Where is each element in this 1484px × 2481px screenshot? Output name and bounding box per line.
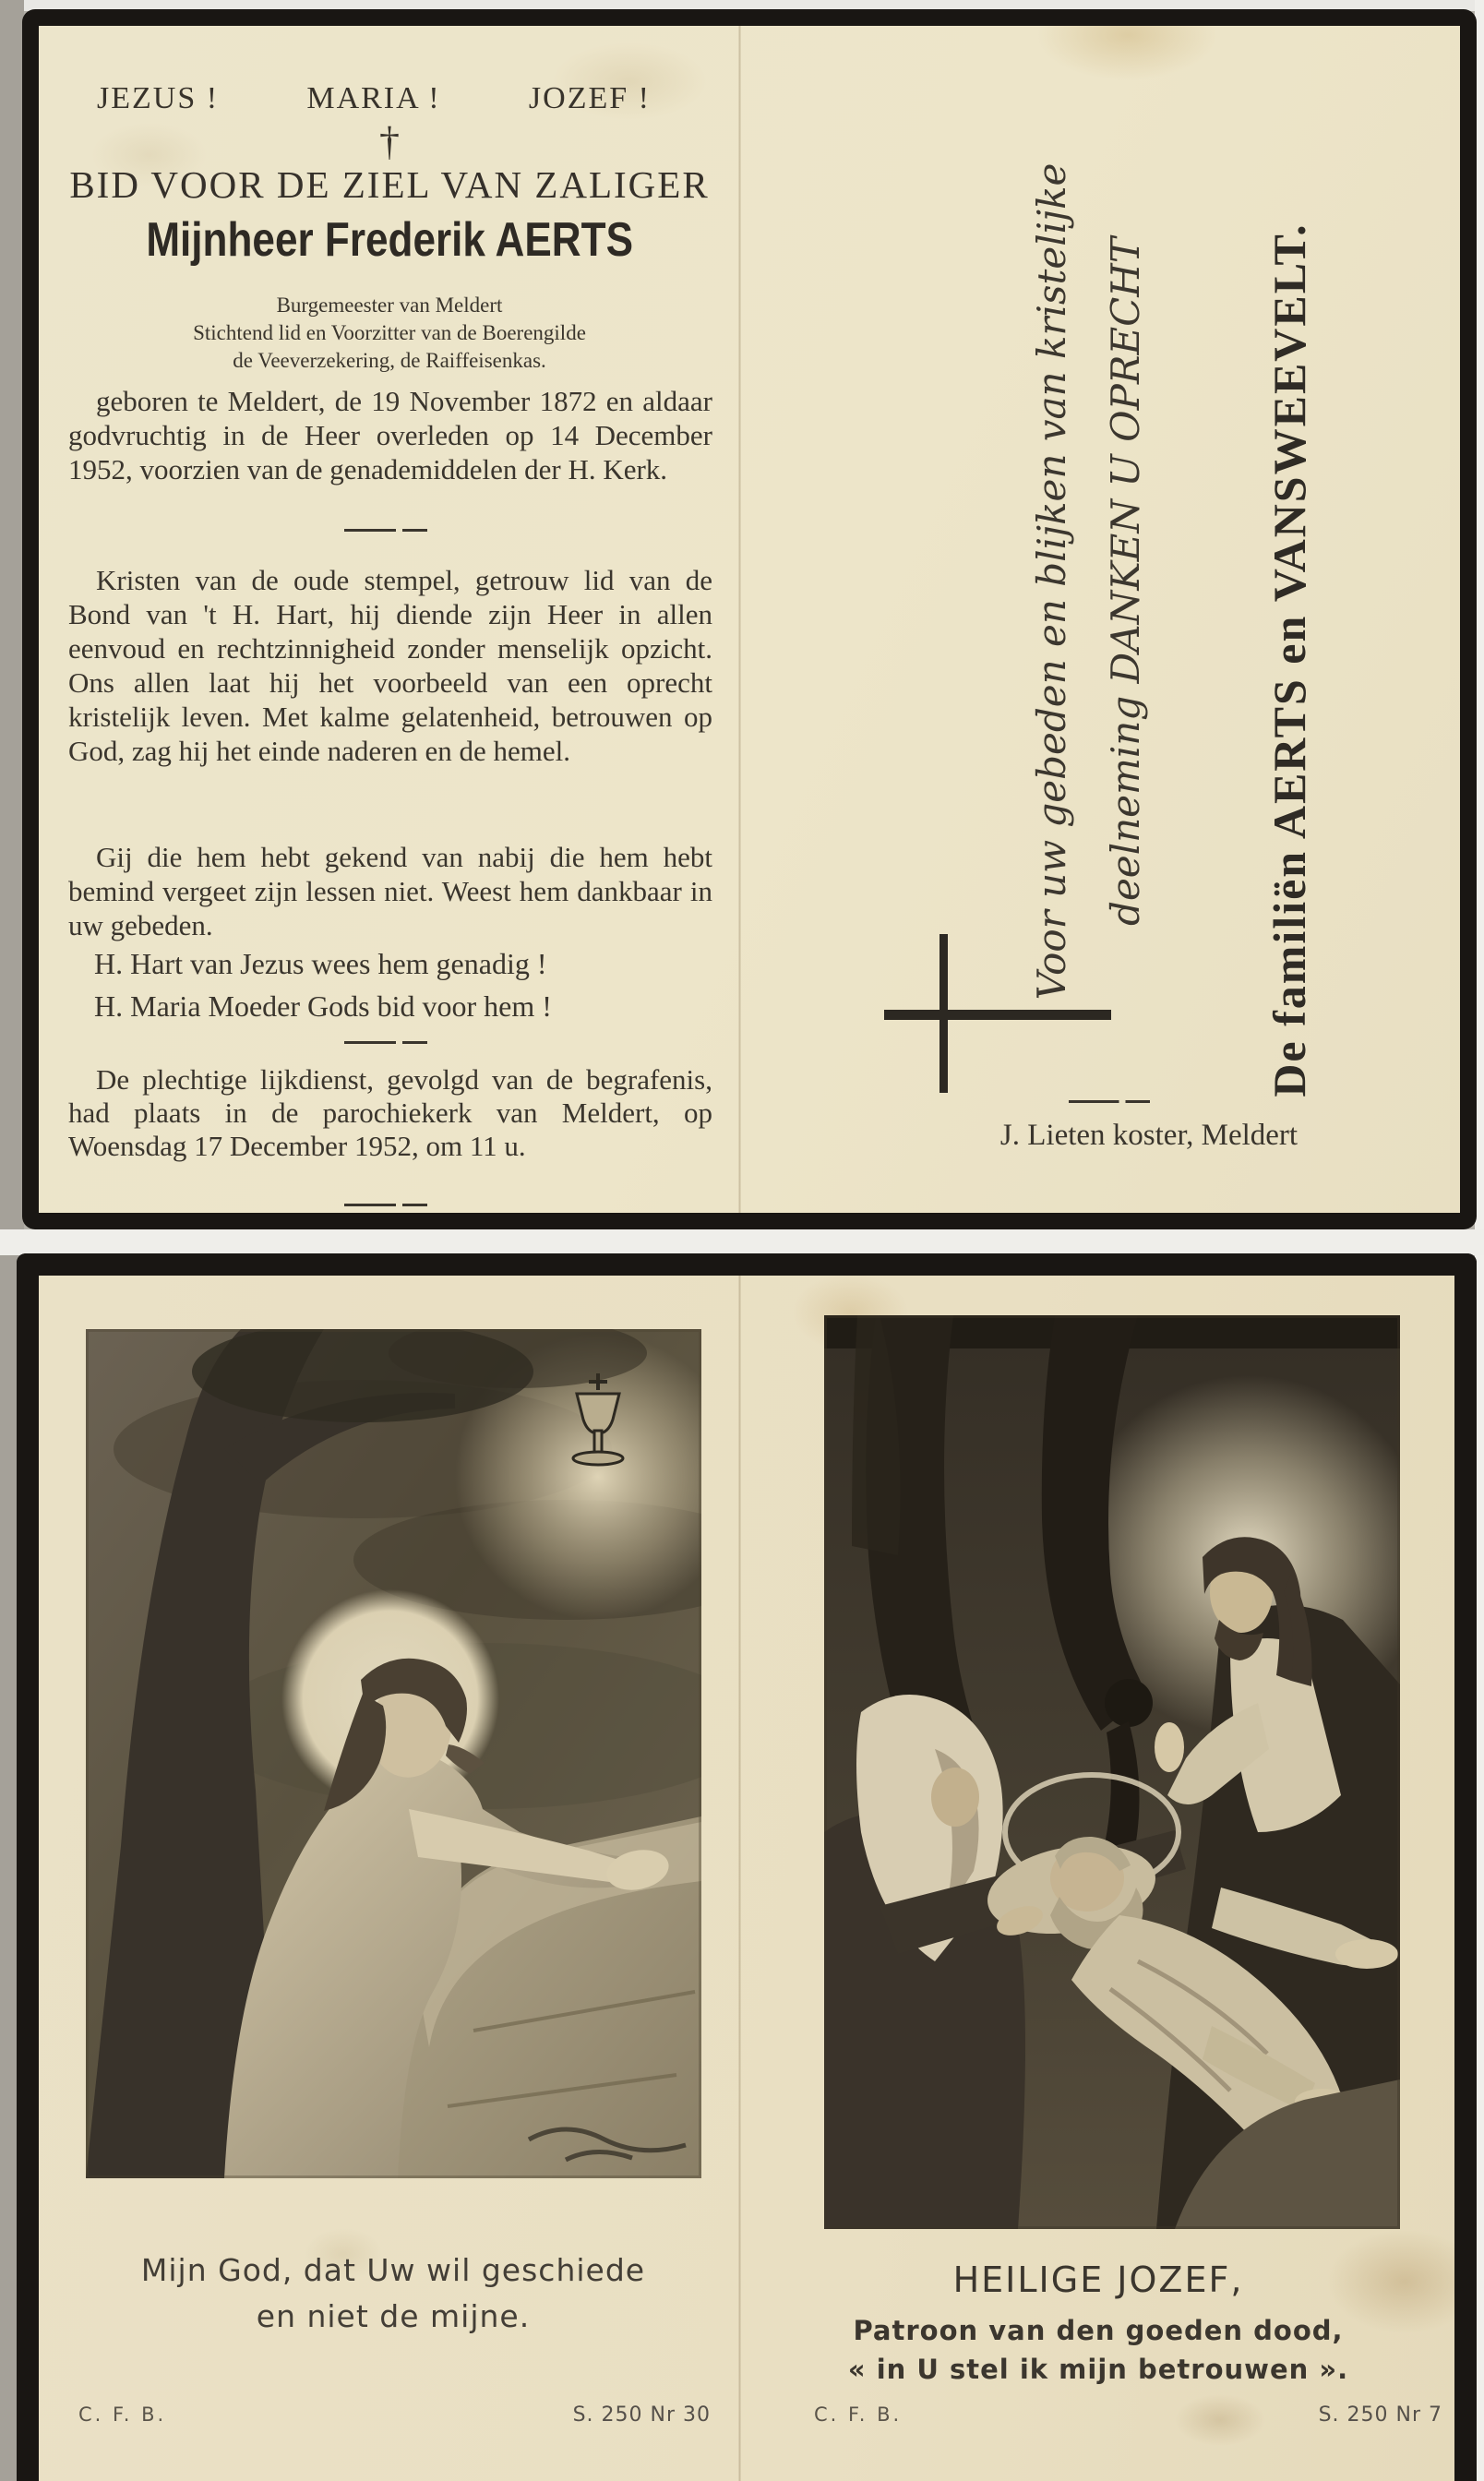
eulogy-paragraph: Kristen van de oude stempel, getrouw lid van de Bond van 't H. Hart, hij diende zijn Heer in allen eenvoud en rechtzinnigheid zonder menselijk opzicht. Ons allen laat hij het voorbeeld van een oprecht kristelijk leven. Met kalme gelatenheid, betrouwen op God, zag hij het einde naderen en de hemel. xyxy=(68,564,712,767)
family-names-rotated: De familiën AERTS en VANSWEEVELT. xyxy=(1263,222,1315,1097)
koster-credit: J. Lieten koster, Meldert xyxy=(999,1119,1298,1152)
scanner-gap-between-scans xyxy=(0,1229,1484,1255)
section-divider xyxy=(344,1041,427,1044)
cross-icon-arm xyxy=(884,1010,1111,1020)
koster-divider xyxy=(1069,1100,1150,1103)
memorial-card-outside xyxy=(17,1253,1477,2481)
pray-heading: BID VOOR DE ZIEL VAN ZALIGER xyxy=(69,163,710,206)
invocation-maria: MARIA ! xyxy=(306,81,441,115)
fold-crease xyxy=(738,1276,741,2481)
birth-death-paragraph: geboren te Meldert, de 19 November 1872 en aldaar godvruchtig in de Heer overleden op 14 December 1952, voorzien van de genademiddelen der H. Kerk. xyxy=(68,385,712,485)
invocation-jozef: JOZEF ! xyxy=(528,81,651,115)
funeral-paragraph: De plechtige lijkdienst, gevolgd van de begrafenis, had plaats in de parochiekerk van Meldert, op Woensdag 17 December 1952, om 11 u. xyxy=(68,1063,712,1162)
jozef-caption-title: HEILIGE JOZEF, xyxy=(952,2259,1244,2300)
series-number-right: S. 250 Nr 7 xyxy=(1318,2403,1442,2427)
memorial-card-inside xyxy=(22,9,1477,1229)
section-divider xyxy=(344,529,427,532)
deceased-titles xyxy=(66,292,712,375)
series-number-left: S. 250 Nr 30 xyxy=(572,2403,711,2427)
invocation-line xyxy=(97,81,651,116)
gethsemane-caption-line-1: Mijn God, dat Uw wil geschiede xyxy=(140,2252,646,2288)
gethsemane-illustration xyxy=(86,1329,701,2178)
raised-hand xyxy=(1155,1722,1184,1772)
thanks-line-1: Voor uw gebeden en blijken van kristelijke xyxy=(1029,162,1074,1001)
cross-glyph: † xyxy=(379,119,400,164)
title-line: de Veeverzekering, de Raiffeisenkas. xyxy=(233,349,546,372)
fold-crease xyxy=(738,26,741,1213)
thanks-note-rotated xyxy=(1015,92,1172,1071)
title-line: Burgemeester van Meldert xyxy=(276,294,503,317)
deceased-name: Mijnheer Frederik AERTS xyxy=(146,213,633,267)
title-line: Stichtend lid en Voorzitter van de Boerengilde xyxy=(193,321,586,344)
printer-mark-right: C. F. B. xyxy=(814,2403,903,2426)
section-divider xyxy=(344,1204,427,1206)
jozef-caption-line-1: Patroon van den goeden dood, xyxy=(853,2315,1344,2346)
death-of-joseph-illustration xyxy=(824,1315,1400,2229)
prayer-line-2: H. Maria Moeder Gods bid voor hem ! xyxy=(94,989,552,1023)
remembrance-paragraph: Gij die hem hebt gekend van nabij die hem hebt bemind vergeet zijn lessen niet. Weest hem dankbaar in uw gebeden. xyxy=(68,841,712,941)
prayer-line-1: H. Hart van Jezus wees hem genadig ! xyxy=(94,947,547,980)
printer-mark-left: C. F. B. xyxy=(78,2403,167,2426)
gethsemane-caption-line-2: en niet de mijne. xyxy=(256,2298,531,2334)
jozef-caption-line-2: « in U stel ik mijn betrouwen ». xyxy=(847,2354,1349,2385)
thanks-line-2: deelneming DANKEN U OPRECHT xyxy=(1103,237,1148,926)
invocation-jezus: JEZUS ! xyxy=(97,81,220,115)
